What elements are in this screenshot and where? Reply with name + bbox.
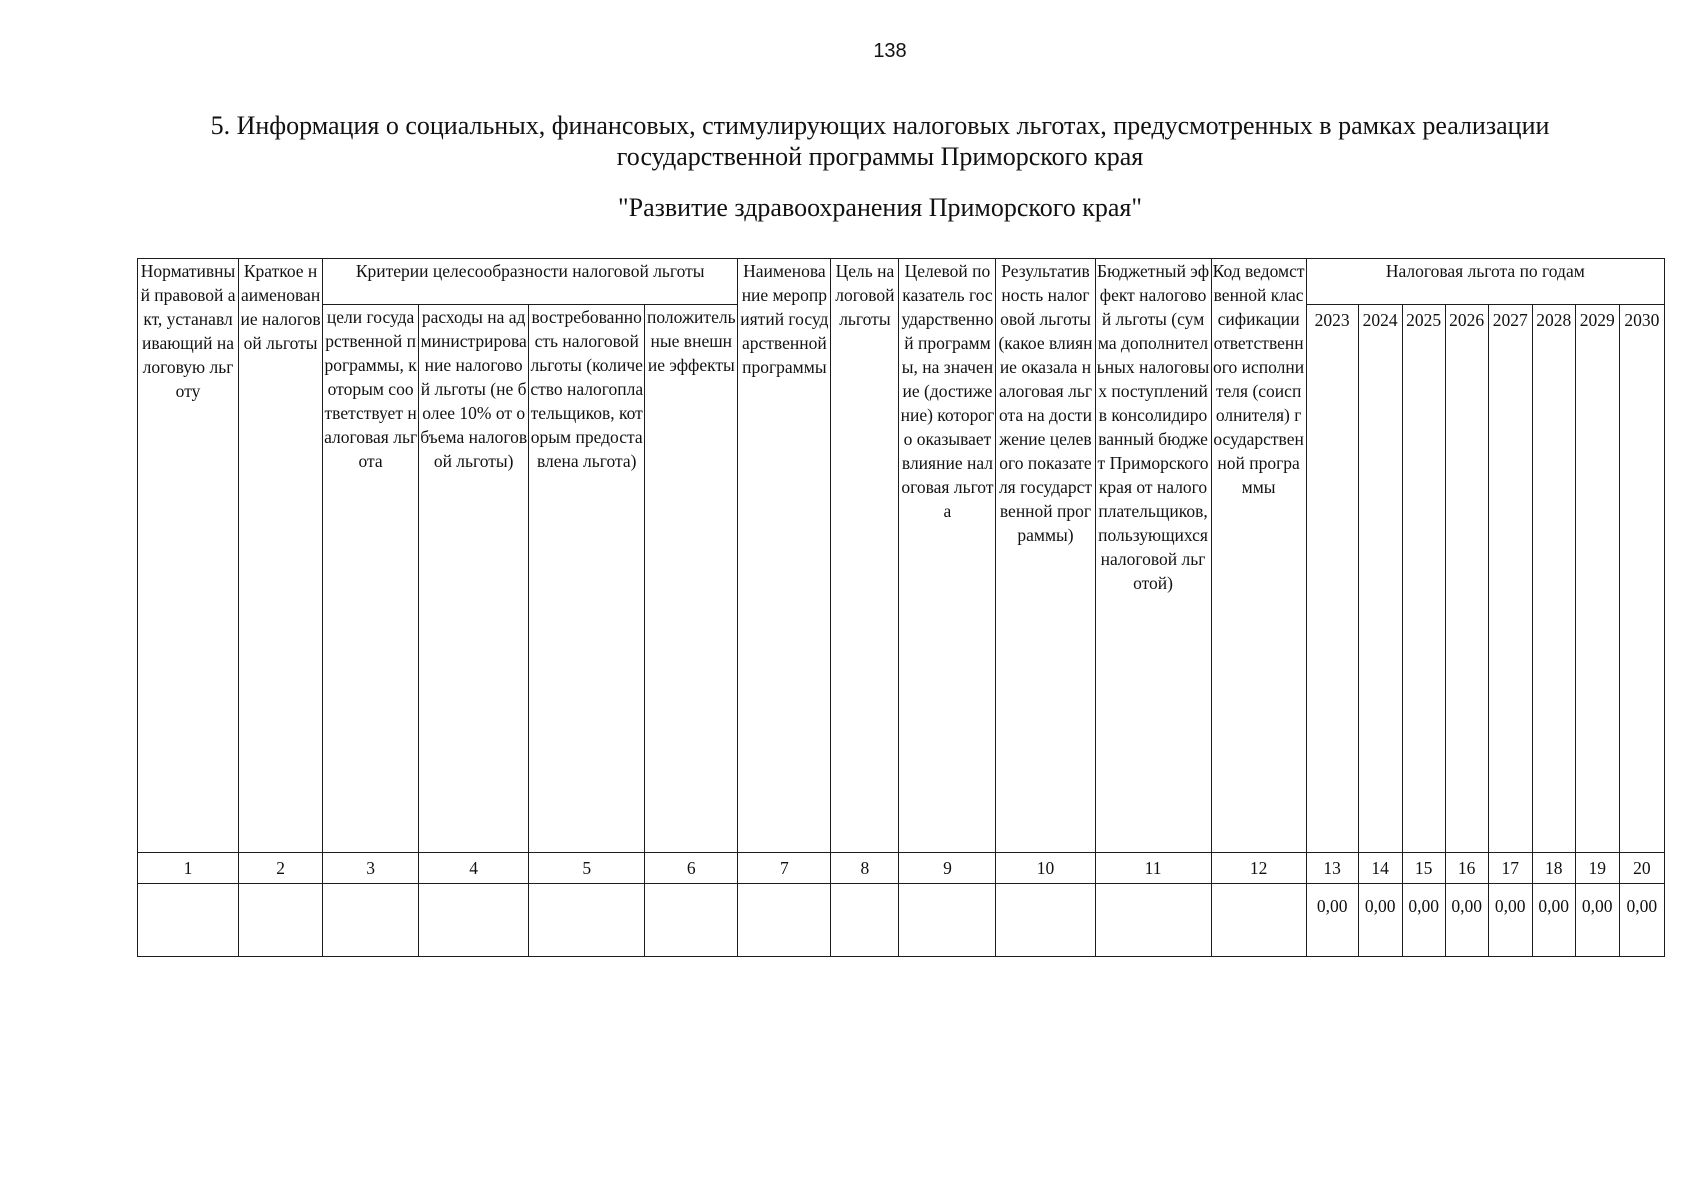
header-measures: Наименование мероприятий государственной программы <box>738 259 831 853</box>
cell-short-name <box>239 884 323 957</box>
column-number: 5 <box>529 853 645 884</box>
cell-demand <box>529 884 645 957</box>
table-row <box>138 884 1665 957</box>
column-number: 19 <box>1575 853 1619 884</box>
header-target-indicator: Целевой показатель государственной программы, на значение (достижение) которого оказывает влияние налоговая льгота <box>899 259 996 853</box>
header-year: 2027 <box>1488 305 1532 853</box>
header-external-effects: положительные внешние эффекты <box>645 305 738 853</box>
column-number: 13 <box>1306 853 1358 884</box>
header-demand: востребованность налоговой льготы (количество налогоплательщиков, которым предоставлена льгота) <box>529 305 645 853</box>
cell-benefit-goal <box>831 884 899 957</box>
heading-line-2: государственной программы Приморского края <box>616 142 1144 171</box>
header-budget-effect: Бюджетный эффект налоговой льготы (сумма дополнительных налоговых поступлений в консолидированный бюджет Приморского края от налогоплательщиков, пользующихся налоговой льготой) <box>1095 259 1211 853</box>
cell-measures <box>738 884 831 957</box>
header-year: 2030 <box>1619 305 1664 853</box>
column-number-row <box>138 853 1665 884</box>
header-short-name: Краткое наименование налоговой льготы <box>239 259 323 853</box>
header-year: 2029 <box>1575 305 1619 853</box>
header-year: 2026 <box>1445 305 1488 853</box>
column-number: 14 <box>1358 853 1402 884</box>
header-criteria-group: Критерии целесообразности налоговой льготы <box>323 259 738 305</box>
cell-budget-effect <box>1095 884 1211 957</box>
column-number: 9 <box>899 853 996 884</box>
cell-external-effects <box>645 884 738 957</box>
column-number: 20 <box>1619 853 1664 884</box>
column-number: 3 <box>323 853 419 884</box>
cell-target-indicator <box>899 884 996 957</box>
column-number: 12 <box>1211 853 1306 884</box>
column-number: 1 <box>138 853 239 884</box>
page-number: 138 <box>873 40 907 62</box>
document-heading <box>130 110 1630 172</box>
column-number: 10 <box>996 853 1095 884</box>
header-year: 2028 <box>1532 305 1575 853</box>
column-number: 7 <box>738 853 831 884</box>
program-name: "Развитие здравоохранения Приморского края" <box>618 193 1142 222</box>
header-year: 2025 <box>1402 305 1445 853</box>
header-admin-costs: расходы на администрирование налоговой льготы (не более 10% от объема налоговой льготы) <box>419 305 529 853</box>
cell-year-value: 0,00 <box>1619 884 1664 957</box>
column-number: 8 <box>831 853 899 884</box>
cell-year-value: 0,00 <box>1532 884 1575 957</box>
header-department-code: Код ведомственной классификации ответственного исполнителя (соисполнителя) государственной программы <box>1211 259 1306 853</box>
header-legal-act: Нормативный правовой акт, устанавливающий налоговую льготу <box>138 259 239 853</box>
column-number: 6 <box>645 853 738 884</box>
cell-year-value: 0,00 <box>1402 884 1445 957</box>
column-number: 18 <box>1532 853 1575 884</box>
cell-legal-act <box>138 884 239 957</box>
cell-year-value: 0,00 <box>1445 884 1488 957</box>
cell-year-value: 0,00 <box>1358 884 1402 957</box>
header-program-goals: цели государственной программы, которым соответствует налоговая льгота <box>323 305 419 853</box>
column-number: 2 <box>239 853 323 884</box>
cell-program-goals <box>323 884 419 957</box>
cell-year-value: 0,00 <box>1488 884 1532 957</box>
header-effectiveness: Результативность налоговой льготы (какое влияние оказала налоговая льгота на достижение целевого показателя государственной программы) <box>996 259 1095 853</box>
header-years-group: Налоговая льгота по годам <box>1306 259 1664 305</box>
cell-admin-costs <box>419 884 529 957</box>
heading-line-1: 5. Информация о социальных, финансовых, стимулирующих налоговых льготах, предусмотренных в рамках реализации <box>210 111 1550 140</box>
header-year: 2023 <box>1306 305 1358 853</box>
column-number: 17 <box>1488 853 1532 884</box>
cell-year-value: 0,00 <box>1306 884 1358 957</box>
tax-benefits-table <box>137 258 1665 957</box>
header-year: 2024 <box>1358 305 1402 853</box>
header-benefit-goal: Цель налоговой льготы <box>831 259 899 853</box>
column-number: 4 <box>419 853 529 884</box>
column-number: 16 <box>1445 853 1488 884</box>
cell-department-code <box>1211 884 1306 957</box>
cell-year-value: 0,00 <box>1575 884 1619 957</box>
column-number: 15 <box>1402 853 1445 884</box>
column-number: 11 <box>1095 853 1211 884</box>
cell-effectiveness <box>996 884 1095 957</box>
